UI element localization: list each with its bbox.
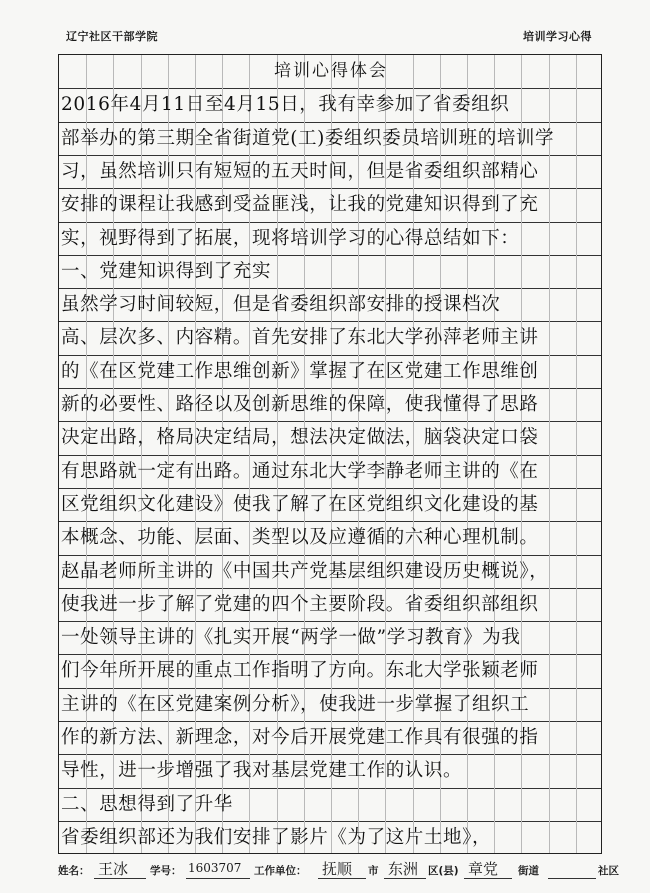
essay-line: 习，虽然培训只有短短的五天时间，但是省委组织部精心: [61, 160, 539, 182]
essay-line: 一处领导主讲的《扎实开展“两学一做”学习教育》为我: [61, 627, 521, 649]
essay-line: 有思路就一定有出路。通过东北大学李静老师主讲的《在: [61, 460, 539, 482]
essay-line: 一、党建知识得到了充实: [61, 260, 272, 282]
essay-line: 们今年所开展的重点工作指明了方向。东北大学张颖老师: [61, 660, 539, 682]
essay-line: 区党组织文化建设》使我了解了在区党组织文化建设的基: [61, 493, 539, 515]
street-value: 章党: [468, 860, 499, 878]
essay-line: 导性，进一步增强了我对基层党建工作的认识。: [61, 760, 463, 782]
essay-line: 高、层次多、内容精。首先安排了东北大学孙萍老师主讲: [61, 327, 539, 349]
essay-line: 安排的课程让我感到受益匪浅，让我的党建知识得到了充: [61, 194, 539, 216]
essay-line: 新的必要性、路径以及创新思维的保障，使我懂得了思路: [61, 394, 539, 415]
essay-line: 虽然学习时间较短，但是省委组织部安排的授课档次: [61, 294, 501, 316]
essay-line: 部举办的第三期全省街道党(工)委组织委员培训班的培训学: [61, 127, 555, 149]
essay-line: 本概念、功能、层面、类型以及应遵循的六种心理机制。: [61, 527, 539, 549]
district-value: 东洲: [388, 860, 419, 878]
district-suffix: 区(县): [428, 865, 459, 877]
student-id-label: 学号：: [150, 865, 182, 877]
city-suffix: 市: [368, 865, 379, 877]
document-type: 培训学习心得: [523, 30, 592, 43]
student-id-value: 1603707: [188, 861, 242, 875]
essay-line: 省委组织部还为我们安排了影片《为了这片土地》，: [61, 826, 492, 848]
name-label: 姓名：: [58, 865, 90, 877]
workplace-label: 工作单位：: [254, 865, 307, 877]
name-value: 王冰: [98, 860, 129, 878]
essay-line: 使我进一步了解了党建的四个主要阶段。省委组织部组织: [61, 593, 539, 615]
essay-line: 二、思想得到了升华: [61, 793, 233, 815]
page-header: [66, 24, 592, 44]
institution-name: 辽宁社区干部学院: [66, 30, 158, 43]
writing-grid: [58, 54, 602, 854]
essay-line: 作的新方法、新理念，对今后开展党建工作具有很强的指: [61, 727, 539, 748]
page-footer: [58, 858, 620, 882]
essay-title: 培训心得体会: [274, 61, 388, 81]
street-suffix: 街道: [518, 865, 539, 877]
essay-line: 决定出路，格局决定结局，想法决定做法，脑袋决定口袋: [61, 427, 539, 449]
essay-line: 主讲的《在区党建案例分析》，使我进一步掌握了组织工: [61, 693, 530, 715]
essay-line: 的《在区党建工作思维创新》掌握了在区党建工作思维创: [61, 360, 539, 382]
city-value: 抚顺: [322, 860, 353, 878]
essay-line: 实，视野得到了拓展，现将培训学习的心得总结如下：: [61, 227, 520, 249]
community-suffix: 社区: [598, 865, 619, 877]
essay-line: 赵晶老师所主讲的《中国共产党基层组织建设历史概说》，: [61, 560, 549, 582]
essay-line: 2016年4月11日至4月15日，我有幸参加了省委组织: [61, 94, 510, 116]
